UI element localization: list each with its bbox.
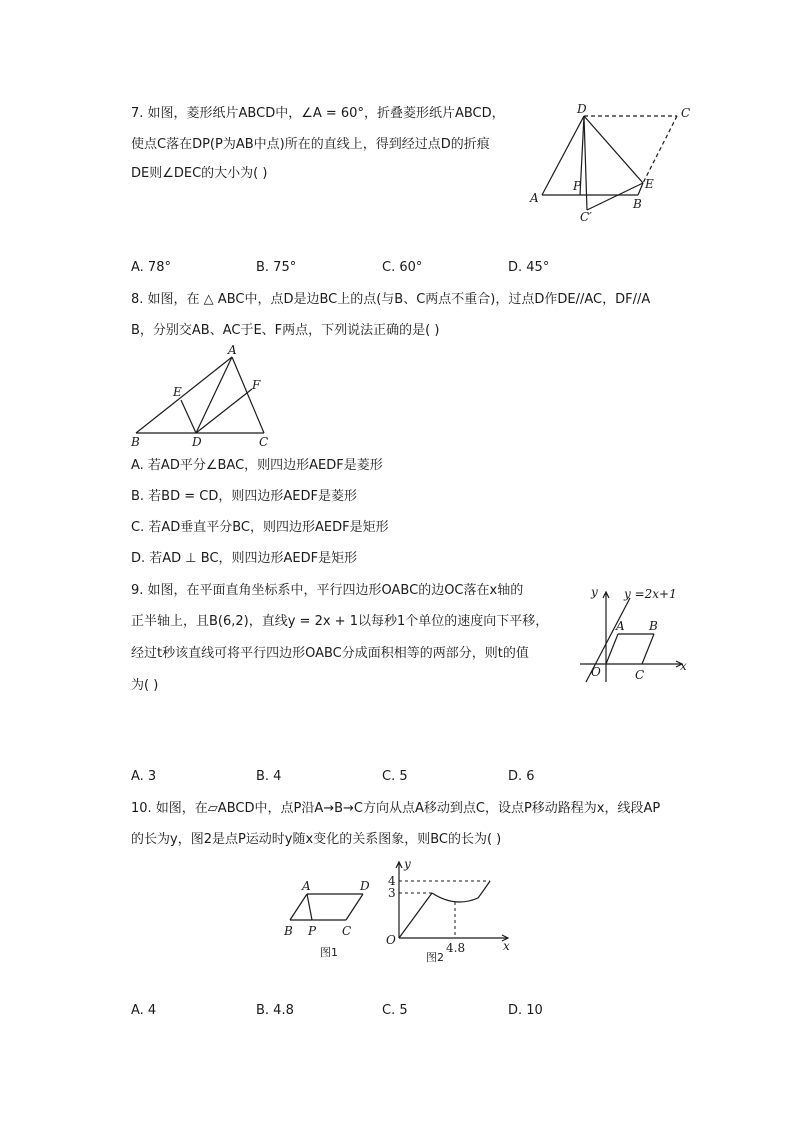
q8-label-d: D [192, 435, 202, 449]
q10-text-line-2: 的长为y，图2是点P运动时y随x变化的关系图象，则BC的长为( ) [131, 832, 502, 847]
q8-label-e: E [173, 385, 182, 399]
q7-text-line-1: 7. 如图，菱形纸片ABCD中，∠A = 60°，折叠菱形纸片ABCD， [131, 106, 505, 121]
q10-figure-2-graph [380, 856, 520, 968]
q7-rhombus-figure [525, 100, 700, 230]
q7-label-d: D [577, 102, 587, 116]
q9-text-line-4: 为( ) [131, 678, 159, 693]
q9-option-b[interactable]: B. 4 [256, 769, 282, 784]
q8-option-b[interactable]: B. 若BD = CD，则四边形AEDF是菱形 [131, 489, 357, 504]
q10-option-a[interactable]: A. 4 [131, 1003, 157, 1018]
q7-option-b[interactable]: B. 75° [256, 260, 297, 275]
q9-label-o: O [591, 665, 601, 679]
q7-option-c[interactable]: C. 60° [382, 260, 423, 275]
q10-fig2-label-4: 4 [388, 874, 396, 888]
q8-label-b: B [131, 435, 140, 449]
q8-label-c: C [259, 435, 269, 449]
q9-text-line-1: 9. 如图，在平面直角坐标系中，平行四边形OABC的边OC落在x轴的 [131, 583, 524, 598]
q9-label-y-axis: y [591, 585, 598, 599]
q7-label-p: P [573, 179, 582, 193]
q9-text-line-2: 正半轴上，且B(6,2)，直线y = 2x + 1以每秒1个单位的速度向下平移， [131, 614, 549, 629]
q9-option-a[interactable]: A. 3 [131, 769, 157, 784]
q9-label-c: C [635, 668, 645, 682]
q8-triangle-figure [128, 343, 278, 453]
q10-fig1-label-c: C [342, 924, 352, 938]
q7-option-d[interactable]: D. 45° [508, 260, 550, 275]
q10-fig2-label-x-axis: x [503, 939, 510, 953]
q10-fig2-label-4-8: 4.8 [446, 941, 466, 955]
q10-option-c[interactable]: C. 5 [382, 1003, 408, 1018]
q7-label-c: C [681, 106, 691, 120]
q7-text-line-2: 使点C落在DP(P为AB中点)所在的直线上，得到经过点D的折痕 [131, 137, 490, 152]
q9-coordinate-figure [572, 582, 694, 687]
q7-option-a[interactable]: A. 78° [131, 260, 171, 275]
q10-text-line-1: 10. 如图，在▱ABCD中，点P沿A→B→C方向从点A移动到点C，设点P移动路程为x，线段AP [131, 801, 661, 816]
q8-option-a[interactable]: A. 若AD平分∠BAC，则四边形AEDF是菱形 [131, 458, 383, 473]
q10-fig2-caption: 图2 [426, 951, 444, 964]
q7-label-c-prime: C′ [580, 210, 592, 224]
q10-fig2-label-3: 3 [388, 886, 396, 900]
q10-fig1-caption: 图1 [320, 946, 338, 959]
q9-text-line-3: 经过t秒该直线可将平行四边形OABC分成面积相等的两部分，则t的值 [131, 646, 529, 661]
q10-figure-1-parallelogram [280, 872, 380, 962]
q9-label-line-equation: y =2x+1 [624, 587, 677, 601]
q7-label-a: A [530, 191, 539, 205]
q9-option-d[interactable]: D. 6 [508, 769, 535, 784]
q8-label-f: F [252, 378, 261, 392]
q10-fig1-label-p: P [308, 924, 317, 938]
q10-fig1-label-d: D [360, 879, 370, 893]
q10-option-b[interactable]: B. 4.8 [256, 1003, 294, 1018]
q9-option-c[interactable]: C. 5 [382, 769, 408, 784]
q9-label-x-axis: x [680, 659, 687, 673]
q10-fig2-label-y-axis: y [404, 857, 411, 871]
q7-label-e: E [645, 177, 654, 191]
q7-text-line-3: DE则∠DEC的大小为( ) [131, 166, 268, 181]
q8-option-d[interactable]: D. 若AD ⊥ BC，则四边形AEDF是矩形 [131, 551, 358, 566]
q10-fig2-label-o: O [386, 933, 396, 947]
q9-label-a: A [616, 619, 625, 633]
q8-text-line-1: 8. 如图，在 △ ABC中，点D是边BC上的点(与B、C两点不重合)，过点D作DE//AC，DF//A [131, 292, 651, 307]
q9-label-b: B [649, 619, 658, 633]
q10-fig1-label-a: A [302, 879, 311, 893]
q10-option-d[interactable]: D. 10 [508, 1003, 543, 1018]
q10-fig1-label-b: B [284, 924, 293, 938]
q8-label-a: A [228, 343, 237, 357]
q8-text-line-2: B，分别交AB、AC于E、F两点，下列说法正确的是( ) [131, 323, 440, 338]
q8-option-c[interactable]: C. 若AD垂直平分BC，则四边形AEDF是矩形 [131, 520, 389, 535]
q7-label-b: B [633, 197, 642, 211]
